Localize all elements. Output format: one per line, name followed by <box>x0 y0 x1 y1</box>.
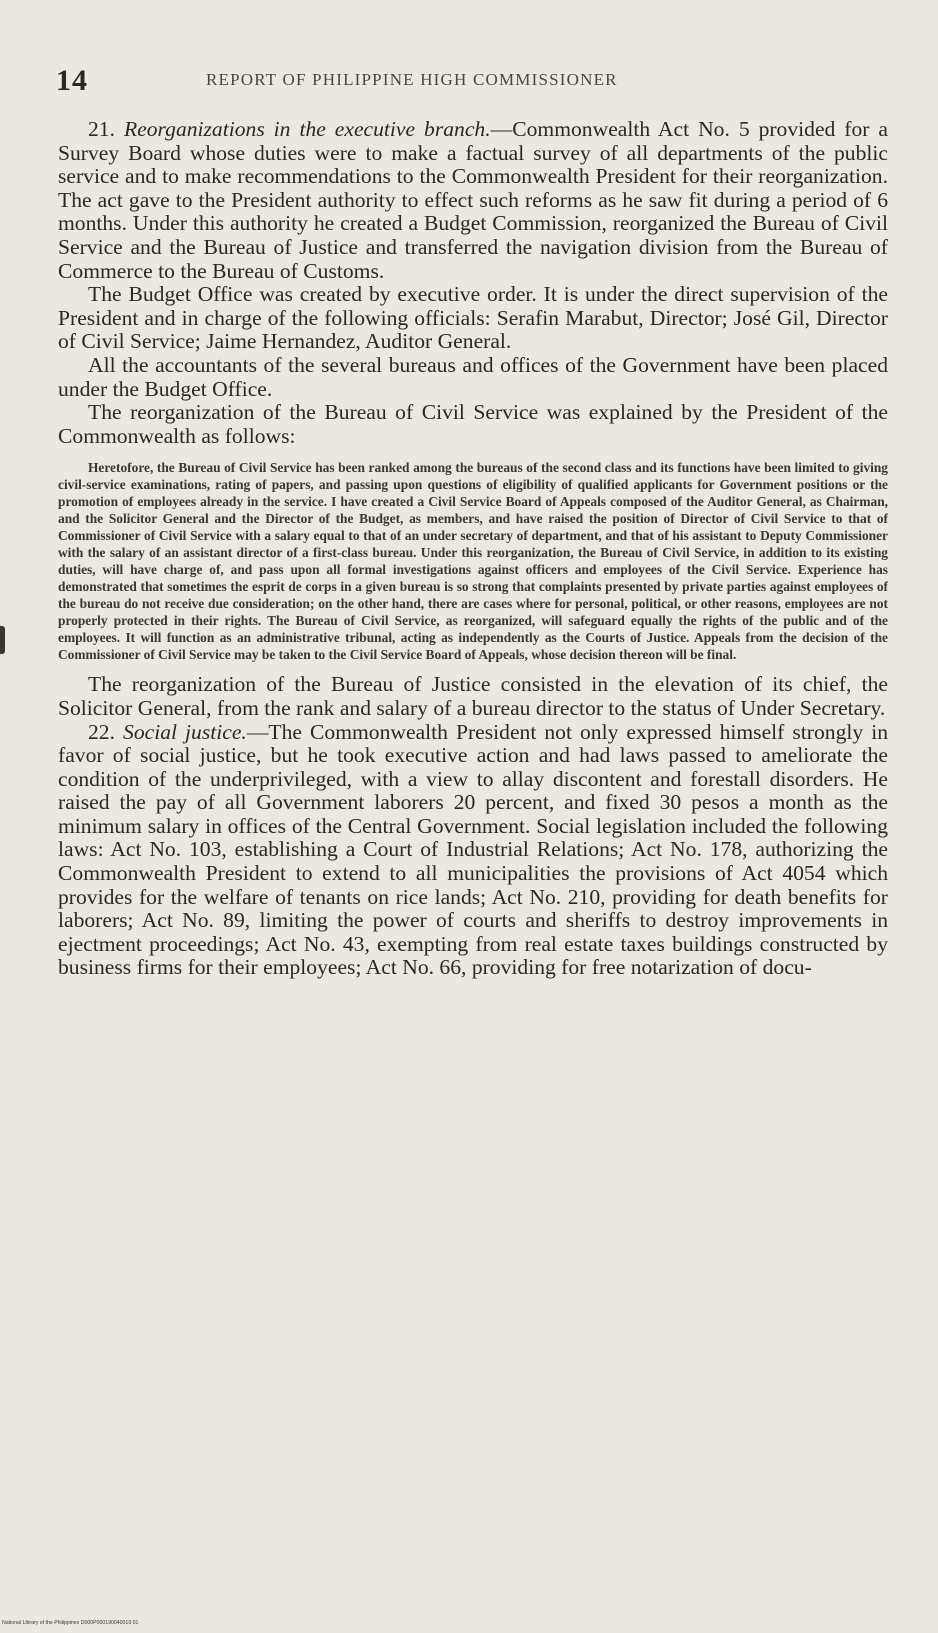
paragraph-civil-service-intro: The reorganization of the Bureau of Civil Service was explained by the President of the Commonwealth as follows: <box>58 400 888 448</box>
page-number: 14 <box>56 64 88 97</box>
section-text: —Commonwealth Act No. 5 provided for a Survey Board whose duties were to make a factual survey of all departments of the public service and to make recommendations to the Commonwealth President for their reorganization. The act gave to the President authority to effect such reforms as he saw fit during a period of 6 months. Under this authority he created a Budget Commission, reorganized the Bureau of Civil Service and the Bureau of Justice and transferred the navigation division from the Bureau of Commerce to the Bureau of Customs. <box>58 117 889 283</box>
section-heading: Social justice. <box>123 719 247 744</box>
paragraph-justice: The reorganization of the Bureau of Justice consisted in the elevation of its chief, the Solicitor General, from the rank and salary of a bureau director to the status of Under Secretary. <box>58 672 888 720</box>
body-text <box>58 118 888 980</box>
section-heading: Reorganizations in the executive branch. <box>123 117 491 141</box>
section-number: 22. <box>88 719 115 744</box>
section-text: —The Commonwealth President not only expressed himself strongly in favor of social justice, but he took executive action and had laws passed to ameliorate the condition of the underprivileged, with a view to allay discontent and forestall disorders. He raised the pay of all Government laborers 20 percent, and fixed 30 pesos a month as the minimum salary in offices of the Central Government. Social legislation included the following laws: Act No. 103, establishing a Court of Industrial Relations; Act No. 178, authorizing the Commonwealth President to extend to all municipalities the provisions of Act 4054 which provides for the welfare of tenants on rice lands; Act No. 210, providing for death benefits for laborers; Act No. 89, limiting the power of courts and sheriffs to destroy improvements in ejectment proceedings; Act No. 43, exempting from real estate taxes buildings constructed by business firms for their employees; Act No. 66, providing for free notarization of docu- <box>58 719 888 980</box>
scan-footer-tag: National Library of the Philippines D000P000190040019 01 <box>2 1620 139 1626</box>
running-head: REPORT OF PHILIPPINE HIGH COMMISSIONER <box>206 70 618 89</box>
page-header <box>56 60 886 100</box>
binding-edge-mark <box>0 626 5 654</box>
section-number: 21. <box>88 117 115 141</box>
paragraph-budget-office: The Budget Office was created by executive order. It is under the direct supervision of the President and in charge of the following officials: Serafin Marabut, Director; José Gil, Director of Civil Service; Jaime Hernandez, Auditor General. <box>58 282 888 354</box>
block-quote: Heretofore, the Bureau of Civil Service has been ranked among the bureaus of the second class and its functions have been limited to giving civil-service examinations, rating of papers, and passing upon questions of eligibility of qualified applicants for Government positions or the promotion of employees already in the service. I have created a Civil Service Board of Appeals composed of the Auditor General, as Chairman, and the Solicitor General and the Director of the Budget, as members, and have raised the position of Director of Civil Service to that of Commissioner of Civil Service with a salary equal to that of an under secretary of department, and that of his assistant to Deputy Commissioner with the salary of an assistant director of a first-class bureau. Under this reorganization, the Bureau of Civil Service, in addition to its existing duties, will have charge of, and pass upon all formal investigations against officers and employees of the Civil Service. Experience has demonstrated that sometimes the esprit de corps in a given bureau is so strong that complaints presented by private parties against employees of the bureau do not receive due consideration; on the other hand, there are cases where for personal, political, or other reasons, employees are not properly protected in their rights. The Bureau of Civil Service, as reorganized, will safeguard equally the rights of the public and of the employees. It will function as an administrative tribunal, acting as independently as the Courts of Justice. Appeals from the decision of the Commissioner of Civil Service may be taken to the Civil Service Board of Appeals, whose decision thereon will be final. <box>58 460 888 663</box>
paragraph-accountants: All the accountants of the several bureaus and offices of the Government have been placed under the Budget Office. <box>58 352 888 401</box>
section-22-paragraph <box>58 721 888 981</box>
section-21-paragraph <box>58 118 888 283</box>
